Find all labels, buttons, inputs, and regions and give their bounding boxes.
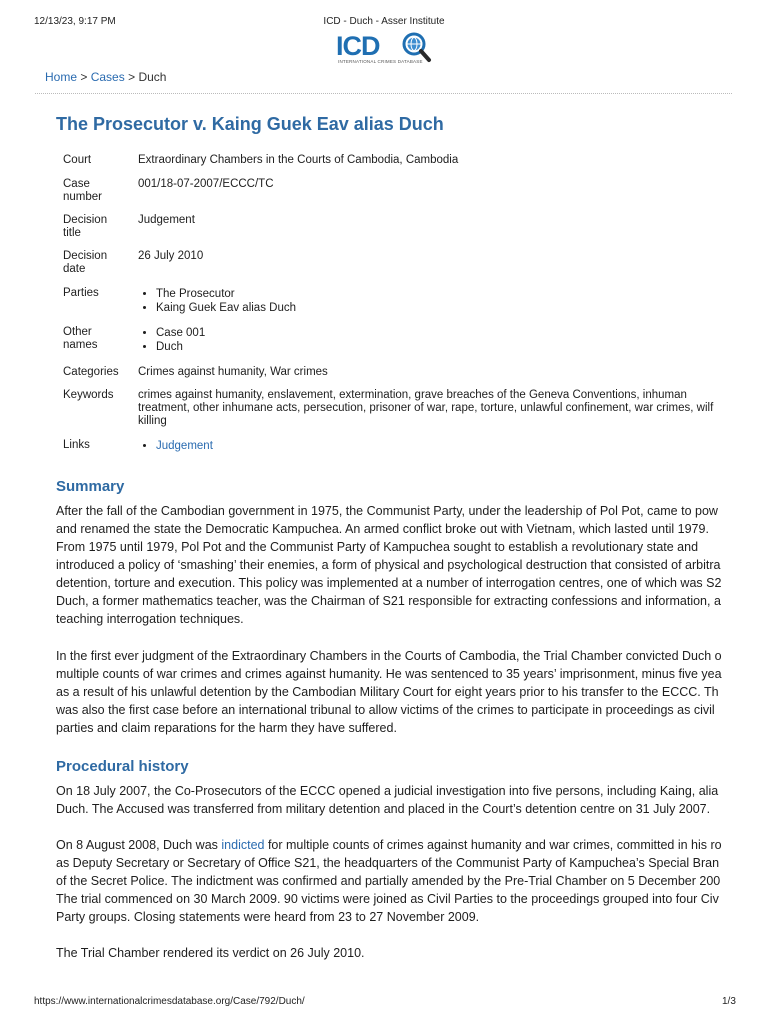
text-segment: for multiple counts of crimes against humanity and war crimes, committed in his ro [264,838,722,852]
text-line: From 1975 until 1979, Pol Pot and the Communist Party of Kampuchea sought to establish a revolutionary state and [56,540,699,554]
breadcrumb [45,70,166,84]
text-line: as a result of his unlawful detention by the Cambodian Military Court for eight years prior to his transfer to the ECCC. Th [56,685,719,699]
keywords-line: killing [138,415,167,427]
list-item: • The Prosecutor [156,287,768,301]
logo-letters: ICD [336,31,380,61]
text-line: On 18 July 2007, the Co-Prosecutors of the ECCC opened a judicial investigation into five persons, including Kaing, alia [56,784,719,798]
meta-value: 001/18-07-2007/ECCC/TC [138,178,274,190]
meta-label: Decision title [63,214,108,239]
meta-label: Categories [63,366,119,378]
text-line: teaching interrogation techniques. [56,612,244,626]
print-date: 12/13/23, 9:17 PM [34,16,116,27]
meta-label: Case number [63,178,102,203]
meta-label: Decision date [63,250,108,275]
list-item: • Kaing Guek Eav alias Duch [156,301,768,315]
text-line: parties and claim reparations for the harm they have suffered. [56,721,397,735]
keywords-line: crimes against humanity, enslavement, extermination, grave breaches of the Geneva Conventions, inhuman [138,389,687,401]
text-line: and renamed the state the Democratic Kampuchea. An armed conflict broke out with Vietnam, which lasted until 1979. [56,522,709,536]
icd-logo[interactable] [336,30,436,68]
breadcrumb-separator: > [128,70,136,84]
procedural-paragraph-1 [56,782,768,818]
meta-value: 26 July 2010 [138,250,204,262]
list-item: • Duch [156,340,768,354]
meta-label: Keywords [63,389,114,401]
meta-value [138,326,768,354]
text-line: Duch. The Accused was transferred from military detention and placed in the Court’s detention centre on 31 July 2007. [56,802,711,816]
summary-paragraph-2 [56,647,768,737]
text-line: was also the first case before an international tribunal to allow victims of the crimes to participate in proceedings as civil [56,703,715,717]
meta-value: Crimes against humanity, War crimes [138,366,328,378]
text-line: After the fall of the Cambodian government in 1975, the Communist Party, under the leadership of Pol Pot, came to pow [56,504,718,518]
meta-value: Judgement [138,214,195,226]
meta-value [138,439,768,453]
print-title: ICD - Duch - Asser Institute [323,16,445,27]
procedural-history-heading: Procedural history [56,758,189,775]
text-line: as Deputy Secretary or Secretary of Office S21, the headquarters of the Communist Party of Kampuchea’s Special Bran [56,856,720,870]
text-line: multiple counts of war crimes and crimes against humanity. He was sentenced to 35 years’ imprisonment, minus five yea [56,667,722,681]
text-line: In the first ever judgment of the Extraordinary Chambers in the Courts of Cambodia, the Trial Chamber convicted Duch o [56,649,722,663]
judgement-link[interactable]: Judgement [156,440,213,452]
text-line: detention, torture and execution. This policy was implemented at a number of interrogation centres, one of which was S2 [56,576,722,590]
text-line: of the Secret Police. The indictment was confirmed and partially amended by the Pre-Trial Chamber on 5 December 200 [56,874,721,888]
case-title: The Prosecutor v. Kaing Guek Eav alias Duch [56,114,444,134]
summary-heading: Summary [56,478,125,495]
text-line: The trial commenced on 30 March 2009. 90 victims were joined as Civil Parties to the proceedings grouped into four Civ [56,892,719,906]
indicted-link[interactable]: indicted [221,838,265,852]
breadcrumb-current: Duch [138,70,167,84]
dotted-divider [35,93,732,94]
meta-value [138,287,768,315]
text-segment: On 8 August 2008, Duch was [56,838,222,852]
meta-value [138,389,768,428]
print-url: https://www.internationalcrimesdatabase.org/Case/792/Duch/ [34,996,305,1007]
meta-label: Links [63,439,90,451]
page-number: 1/3 [722,996,736,1007]
meta-label: Court [63,154,92,166]
breadcrumb-home-link[interactable]: Home [45,70,78,84]
breadcrumb-separator: > [80,70,88,84]
summary-paragraph-1 [56,502,768,628]
text-line: Party groups. Closing statements were heard from 23 to 27 November 2009. [56,910,480,924]
meta-label: Other names [63,326,98,351]
text-line [56,836,768,854]
meta-value: Extraordinary Chambers in the Courts of Cambodia, Cambodia [138,154,459,166]
breadcrumb-cases-link[interactable]: Cases [90,70,125,84]
logo-subtitle: INTERNATIONAL CRIMES DATABASE [338,59,423,64]
text-line: introduced a policy of ‘smashing’ their enemies, a form of physical and psychological destruction that consisted of arbitra [56,558,721,572]
print-header [0,16,768,30]
list-item: • Case 001 [156,326,768,340]
meta-label: Parties [63,287,99,299]
procedural-paragraph-2 [56,836,768,926]
text-line: Duch, a former mathematics teacher, was the Chairman of S21 responsible for extracting confessions and information, a [56,594,721,608]
list-item [156,439,768,453]
keywords-line: treatment, other inhumane acts, persecution, prisoner of war, rape, torture, unlawful confinement, war crimes, wilf [138,402,714,414]
procedural-paragraph-3: The Trial Chamber rendered its verdict on 26 July 2010. [56,946,365,960]
